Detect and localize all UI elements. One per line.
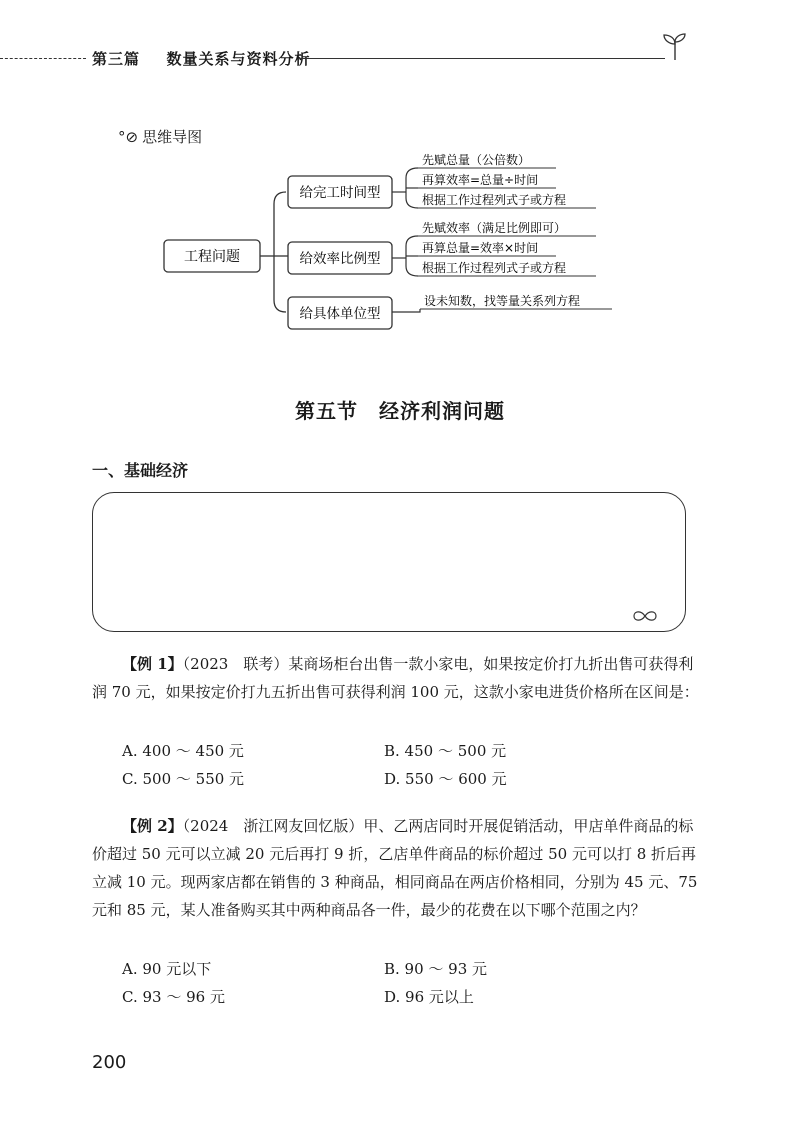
mindmap-root bbox=[164, 240, 260, 272]
example-source: （2023 联考） bbox=[182, 655, 289, 673]
branch-label: 给完工时间型 bbox=[299, 185, 381, 201]
section-title: 第五节 经济利润问题 bbox=[295, 399, 505, 423]
example-1 bbox=[92, 650, 700, 706]
mindmap-branch-2 bbox=[288, 220, 596, 276]
mindmap-branch-3 bbox=[288, 293, 612, 329]
example-tag: 【例 1】 bbox=[122, 655, 183, 673]
branch-label: 给具体单位型 bbox=[299, 306, 381, 322]
notes-box bbox=[92, 492, 686, 632]
leaf-text: 再算总量=效率×时间 bbox=[422, 241, 539, 255]
header-part: 第三篇 bbox=[92, 50, 141, 68]
option-d: D. 96 元以上 bbox=[384, 988, 474, 1006]
option-b: B. 90 ～ 93 元 bbox=[384, 960, 488, 978]
mindmap-heading-text: 思维导图 bbox=[142, 128, 203, 146]
leaf-text: 先赋总量（公倍数） bbox=[422, 153, 531, 167]
leaf-text: 根据工作过程列式子或方程 bbox=[422, 261, 567, 275]
header-title: 数量关系与资料分析 bbox=[166, 50, 311, 68]
example-question: 甲、乙两店同时开展促销活动，甲店单件商品的标价超过 50 元可以立减 20 元后再打 9 折，乙店单件商品的标价超过 50 元可以打 8 折后再立减 10 元。现两家店都在销售的 3 种商品，相同商品在两店价格相同，分别为 45 元、75 元和 85 元，某人准备购买其中两种商品各一件，最少的花费在以下哪个范围之内？ bbox=[92, 817, 698, 919]
option-c: C. 500 ～ 550 元 bbox=[122, 770, 245, 788]
subsection-heading: 一、基础经济 bbox=[92, 461, 189, 480]
leaf-text: 再算效率=总量÷时间 bbox=[422, 173, 539, 187]
example-2 bbox=[92, 812, 700, 924]
mindmap-icon: °⊘ bbox=[118, 128, 139, 146]
leaf-ornament-icon bbox=[632, 608, 658, 624]
example-source: （2024 浙江网友回忆版） bbox=[182, 817, 364, 835]
mindmap-diagram bbox=[0, 0, 800, 360]
option-b: B. 450 ～ 500 元 bbox=[384, 742, 507, 760]
option-d: D. 550 ～ 600 元 bbox=[384, 770, 507, 788]
option-c: C. 93 ～ 96 元 bbox=[122, 988, 225, 1006]
page-number: 200 bbox=[92, 1052, 127, 1073]
option-a: A. 400 ～ 450 元 bbox=[122, 742, 244, 760]
leaf-text: 先赋效率（满足比例即可） bbox=[422, 221, 567, 235]
example-tag: 【例 2】 bbox=[122, 817, 183, 835]
mindmap-branch-1 bbox=[288, 152, 596, 208]
branch-label: 给效率比例型 bbox=[299, 251, 381, 267]
mindmap-root-label: 工程问题 bbox=[184, 249, 240, 265]
leaf-text: 根据工作过程列式子或方程 bbox=[422, 193, 567, 207]
leaf-text: 设未知数，找等量关系列方程 bbox=[424, 294, 581, 308]
example-question: 某商场柜台出售一款小家电，如果按定价打九折出售可获得利润 70 元，如果按定价打九五折出售可获得利润 100 元，这款小家电进货价格所在区间是： bbox=[92, 655, 699, 701]
option-a: A. 90 元以下 bbox=[122, 960, 212, 978]
